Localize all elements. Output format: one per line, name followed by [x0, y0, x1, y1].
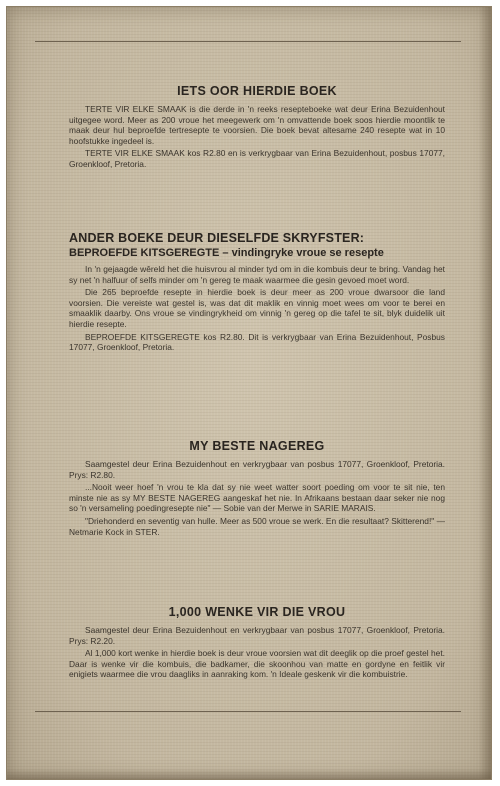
section-heading: MY BESTE NAGEREG	[189, 439, 325, 453]
cover-edge-shadow-bottom	[7, 769, 491, 779]
section-other-books	[69, 231, 445, 355]
section-paragraph: "Driehonderd en seventig van hulle. Meer as 500 vroue se werk. En die resultaat? Skitterend!" — Netmarie Kock in STER.	[69, 515, 445, 537]
section-heading: 1,000 WENKE VIR DIE VROU	[168, 605, 346, 619]
section-paragraph: Die 265 beproefde resepte in hierdie boek is deur meer as 200 vroue dwarsoor die land voorsien. Die vereiste wat gestel is, was dat dit maklik en vinnig moet wees om voor te berei en smaaklik daarby. Ons vroue se vindingrykheid om vinnig 'n gereg op die tafel te sit, blyk duidelik uit hierdie resepte.	[69, 287, 445, 329]
section-paragraph: Saamgestel deur Erina Bezuidenhout en verkrygbaar van posbus 17077, Groenkloof, Pretoria. Prys: R2.20.	[69, 625, 445, 646]
book-back-cover	[6, 6, 492, 780]
section-paragraph: Saamgestel deur Erina Bezuidenhout en verkrygbaar van posbus 17077, Groenkloof, Pretoria. Prys: R2.80.	[69, 459, 445, 480]
section-paragraph: Al 1,000 kort wenke in hierdie boek is deur vroue voorsien wat dit deeglik op die proef gestel het. Daar is wenke vir die kombuis, die badkamer, die skoonhou van matte en gordyne en feitlik vir enigiets waarmee die vrou daagliks in aanraking kom. 'n Ideale geskenk vir die kombuistrie.	[69, 648, 445, 680]
section-my-beste-nagereg	[69, 439, 445, 539]
section-paragraph: TERTE VIR ELKE SMAAK is die derde in 'n reeks resepteboeke wat deur Erina Bezuidenhout uitgegee word. Meer as 200 vroue het meegewerk om 'n omvattende boek soos hierdie moontlik te maak deur hul beproefde tertresepte te voorsien. Die boek bevat altesame 240 resepte wat in 10 hoofstukke ingedeel is.	[69, 104, 445, 146]
section-heading: ANDER BOEKE DEUR DIESELFDE SKRYFSTER:	[69, 231, 365, 245]
cover-edge-shadow-right	[479, 7, 491, 779]
bottom-rule	[35, 711, 461, 712]
section-about-book	[69, 84, 445, 172]
section-paragraph: TERTE VIR ELKE SMAAK kos R2.80 en is verkrygbaar van Erina Bezuidenhout, posbus 17077, Groenkloof, Pretoria.	[69, 148, 445, 169]
section-paragraph: In 'n gejaagde wêreld het die huisvrou al minder tyd om in die kombuis deur te bring. Vandag het sy net 'n halfuur of selfs minder om 'n gereg te maak waarmee die gesin gevoed moet word.	[69, 264, 445, 285]
section-paragraph: BEPROEFDE KITSGEREGTE kos R2.80. Dit is verkrygbaar van Erina Bezuidenhout, Posbus 17077, Groenkloof, Pretoria.	[69, 331, 445, 353]
section-paragraph: ...Nooit weer hoef 'n vrou te kla dat sy nie weet watter soort poeding om voor te sit nie, ten minste nie as sy MY BESTE NAGEREG aangeskaf het nie. In Afrikaans bestaan daar seker nie nog so 'n versameling poedingresepte nie" — Sobie van der Merwe in SARIE MARAIS.	[69, 482, 445, 514]
section-subheading: BEPROEFDE KITSGEREGTE – vindingryke vroue se resepte	[69, 247, 384, 259]
top-rule	[35, 41, 461, 42]
section-1000-wenke	[69, 605, 445, 682]
section-heading: IETS OOR HIERDIE BOEK	[177, 84, 337, 98]
